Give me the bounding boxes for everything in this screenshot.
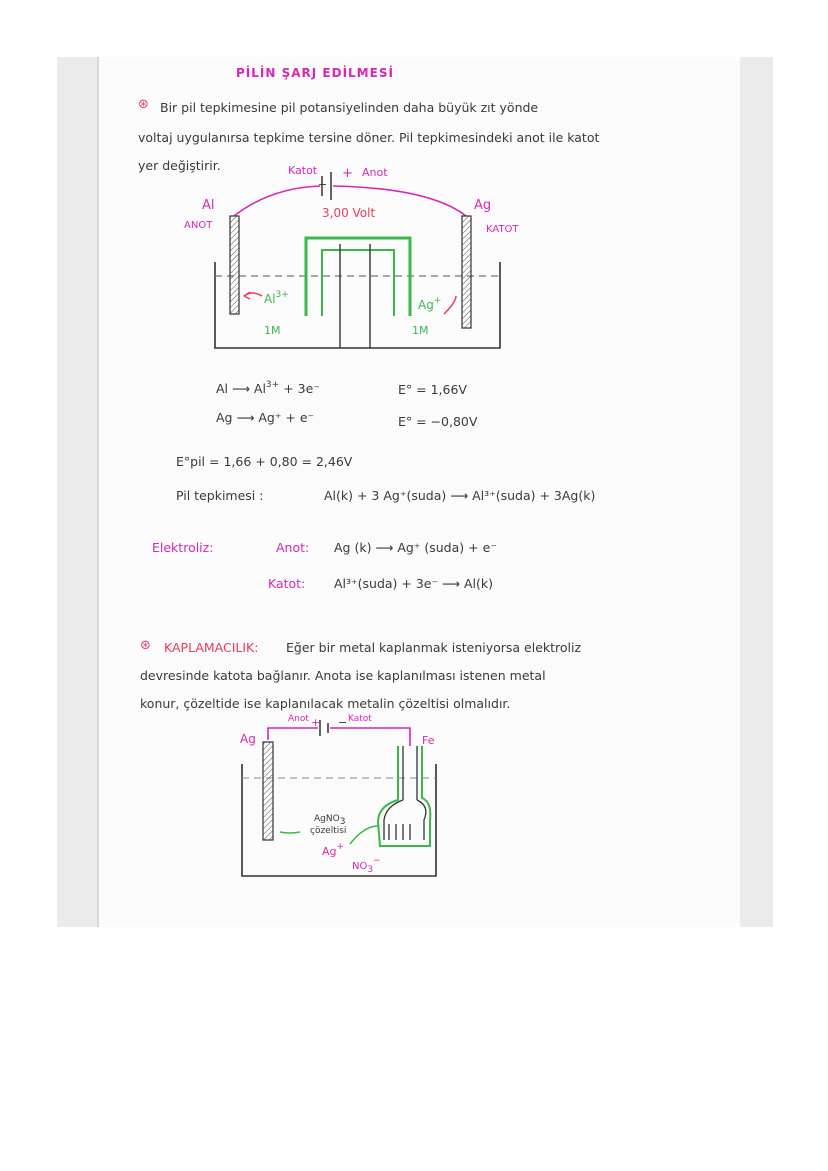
- plating-plus-sign: +: [311, 716, 321, 729]
- plating-line-3: konur, çözeltide ise kaplanılacak metalin çözeltisi olmalıdır.: [140, 696, 511, 711]
- fork-handle: [403, 746, 417, 800]
- electrolysis-anot-reaction: Ag (k) ⟶ Ag⁺ (suda) + e⁻: [334, 540, 497, 555]
- battery-minus-sign: −: [318, 178, 328, 191]
- plating-ag-ion: [322, 842, 344, 858]
- ag-anode-electrode: [263, 742, 273, 840]
- wire2-left: [268, 728, 318, 740]
- bullet-star-icon-2: ⊛: [140, 638, 151, 653]
- ag-symbol: Ag: [474, 198, 492, 213]
- plating-anot-label: Anot: [288, 714, 309, 724]
- cell-reaction: Al(k) + 3 Ag⁺(suda) ⟶ Al³⁺(suda) + 3Ag(k): [324, 488, 596, 503]
- al-ion-symbol: Al: [264, 292, 276, 306]
- nitrate-symbol: NO: [352, 861, 368, 872]
- al-ion-charge: 3+: [275, 290, 289, 300]
- fork-tines: [384, 800, 426, 840]
- concentration-left: 1M: [264, 324, 281, 337]
- silver-coating: [378, 746, 430, 846]
- solution-label: çözeltisi: [310, 826, 347, 836]
- agno3-subscript: 3: [339, 817, 346, 827]
- nitrate-ion: [352, 856, 381, 875]
- plating-line-1: Eğer bir metal kaplanmak isteniyorsa elektroliz: [286, 640, 582, 655]
- ag-standard-potential: E° = −0,80V: [398, 414, 478, 429]
- intro-line-3: yer değiştirir.: [138, 158, 221, 173]
- al-half-reaction-charge: 3+: [265, 380, 280, 390]
- al-symbol: Al: [202, 198, 215, 213]
- nitrate-subscript: 3: [367, 865, 374, 875]
- agno3-formula: AgNO: [314, 814, 340, 824]
- plating-heading: KAPLAMACILIK:: [164, 640, 259, 655]
- al-role: ANOT: [184, 220, 213, 231]
- concentration-right: 1M: [412, 324, 429, 337]
- ion-flow-arrow: [350, 826, 378, 844]
- wire2-right: [330, 728, 410, 746]
- ag-anode-label: Ag: [240, 732, 256, 746]
- fe-cathode-label: Fe: [422, 734, 435, 747]
- plating-ag-ion-symbol: Ag: [322, 845, 337, 858]
- electrolysis-anot-label: Anot:: [276, 540, 310, 555]
- cell-reaction-label: Pil tepkimesi :: [176, 488, 264, 503]
- plating-minus-sign: −: [338, 716, 348, 729]
- ag-ion-charge: +: [433, 296, 442, 306]
- al-half-reaction-left: Al ⟶ Al: [216, 381, 266, 396]
- al-half-reaction-right: + 3e⁻: [283, 381, 320, 396]
- electrolysis-katot-reaction: Al³⁺(suda) + 3e⁻ ⟶ Al(k): [334, 576, 493, 591]
- ag-ion-symbol: Ag: [418, 298, 434, 312]
- bullet-star-icon: ⊛: [138, 97, 149, 112]
- al-standard-potential: E° = 1,66V: [398, 382, 467, 397]
- electrolysis-heading: Elektroliz:: [152, 540, 214, 555]
- plating-line-2: devresinde katota bağlanır. Anota ise kaplanılması istenen metal: [140, 668, 546, 683]
- cell-potential: E°pil = 1,66 + 0,80 = 2,46V: [176, 454, 353, 469]
- plating-ag-ion-charge: +: [336, 842, 345, 852]
- plating-katot-label: Katot: [348, 714, 372, 724]
- battery-katot-label: Katot: [288, 164, 318, 177]
- anode-flow-arrow: [280, 832, 300, 833]
- battery-anot-label: Anot: [362, 166, 388, 179]
- ag-role: KATOT: [486, 224, 519, 235]
- intro-line-2: voltaj uygulanırsa tepkime tersine döner. Pil tepkimesindeki anot ile katot: [138, 130, 600, 145]
- intro-line-1: Bir pil tepkimesine pil potansiyelinden daha büyük zıt yönde: [160, 100, 539, 115]
- voltage-label: 3,00 Volt: [322, 206, 376, 220]
- half-reaction-ag: Ag ⟶ Ag⁺ + e⁻: [216, 410, 315, 425]
- electrolysis-katot-label: Katot:: [268, 576, 306, 591]
- nitrate-charge: −: [373, 856, 381, 866]
- page-title: PİLİN ŞARJ EDİLMESİ: [236, 66, 394, 80]
- battery-plus-sign: +: [342, 166, 353, 181]
